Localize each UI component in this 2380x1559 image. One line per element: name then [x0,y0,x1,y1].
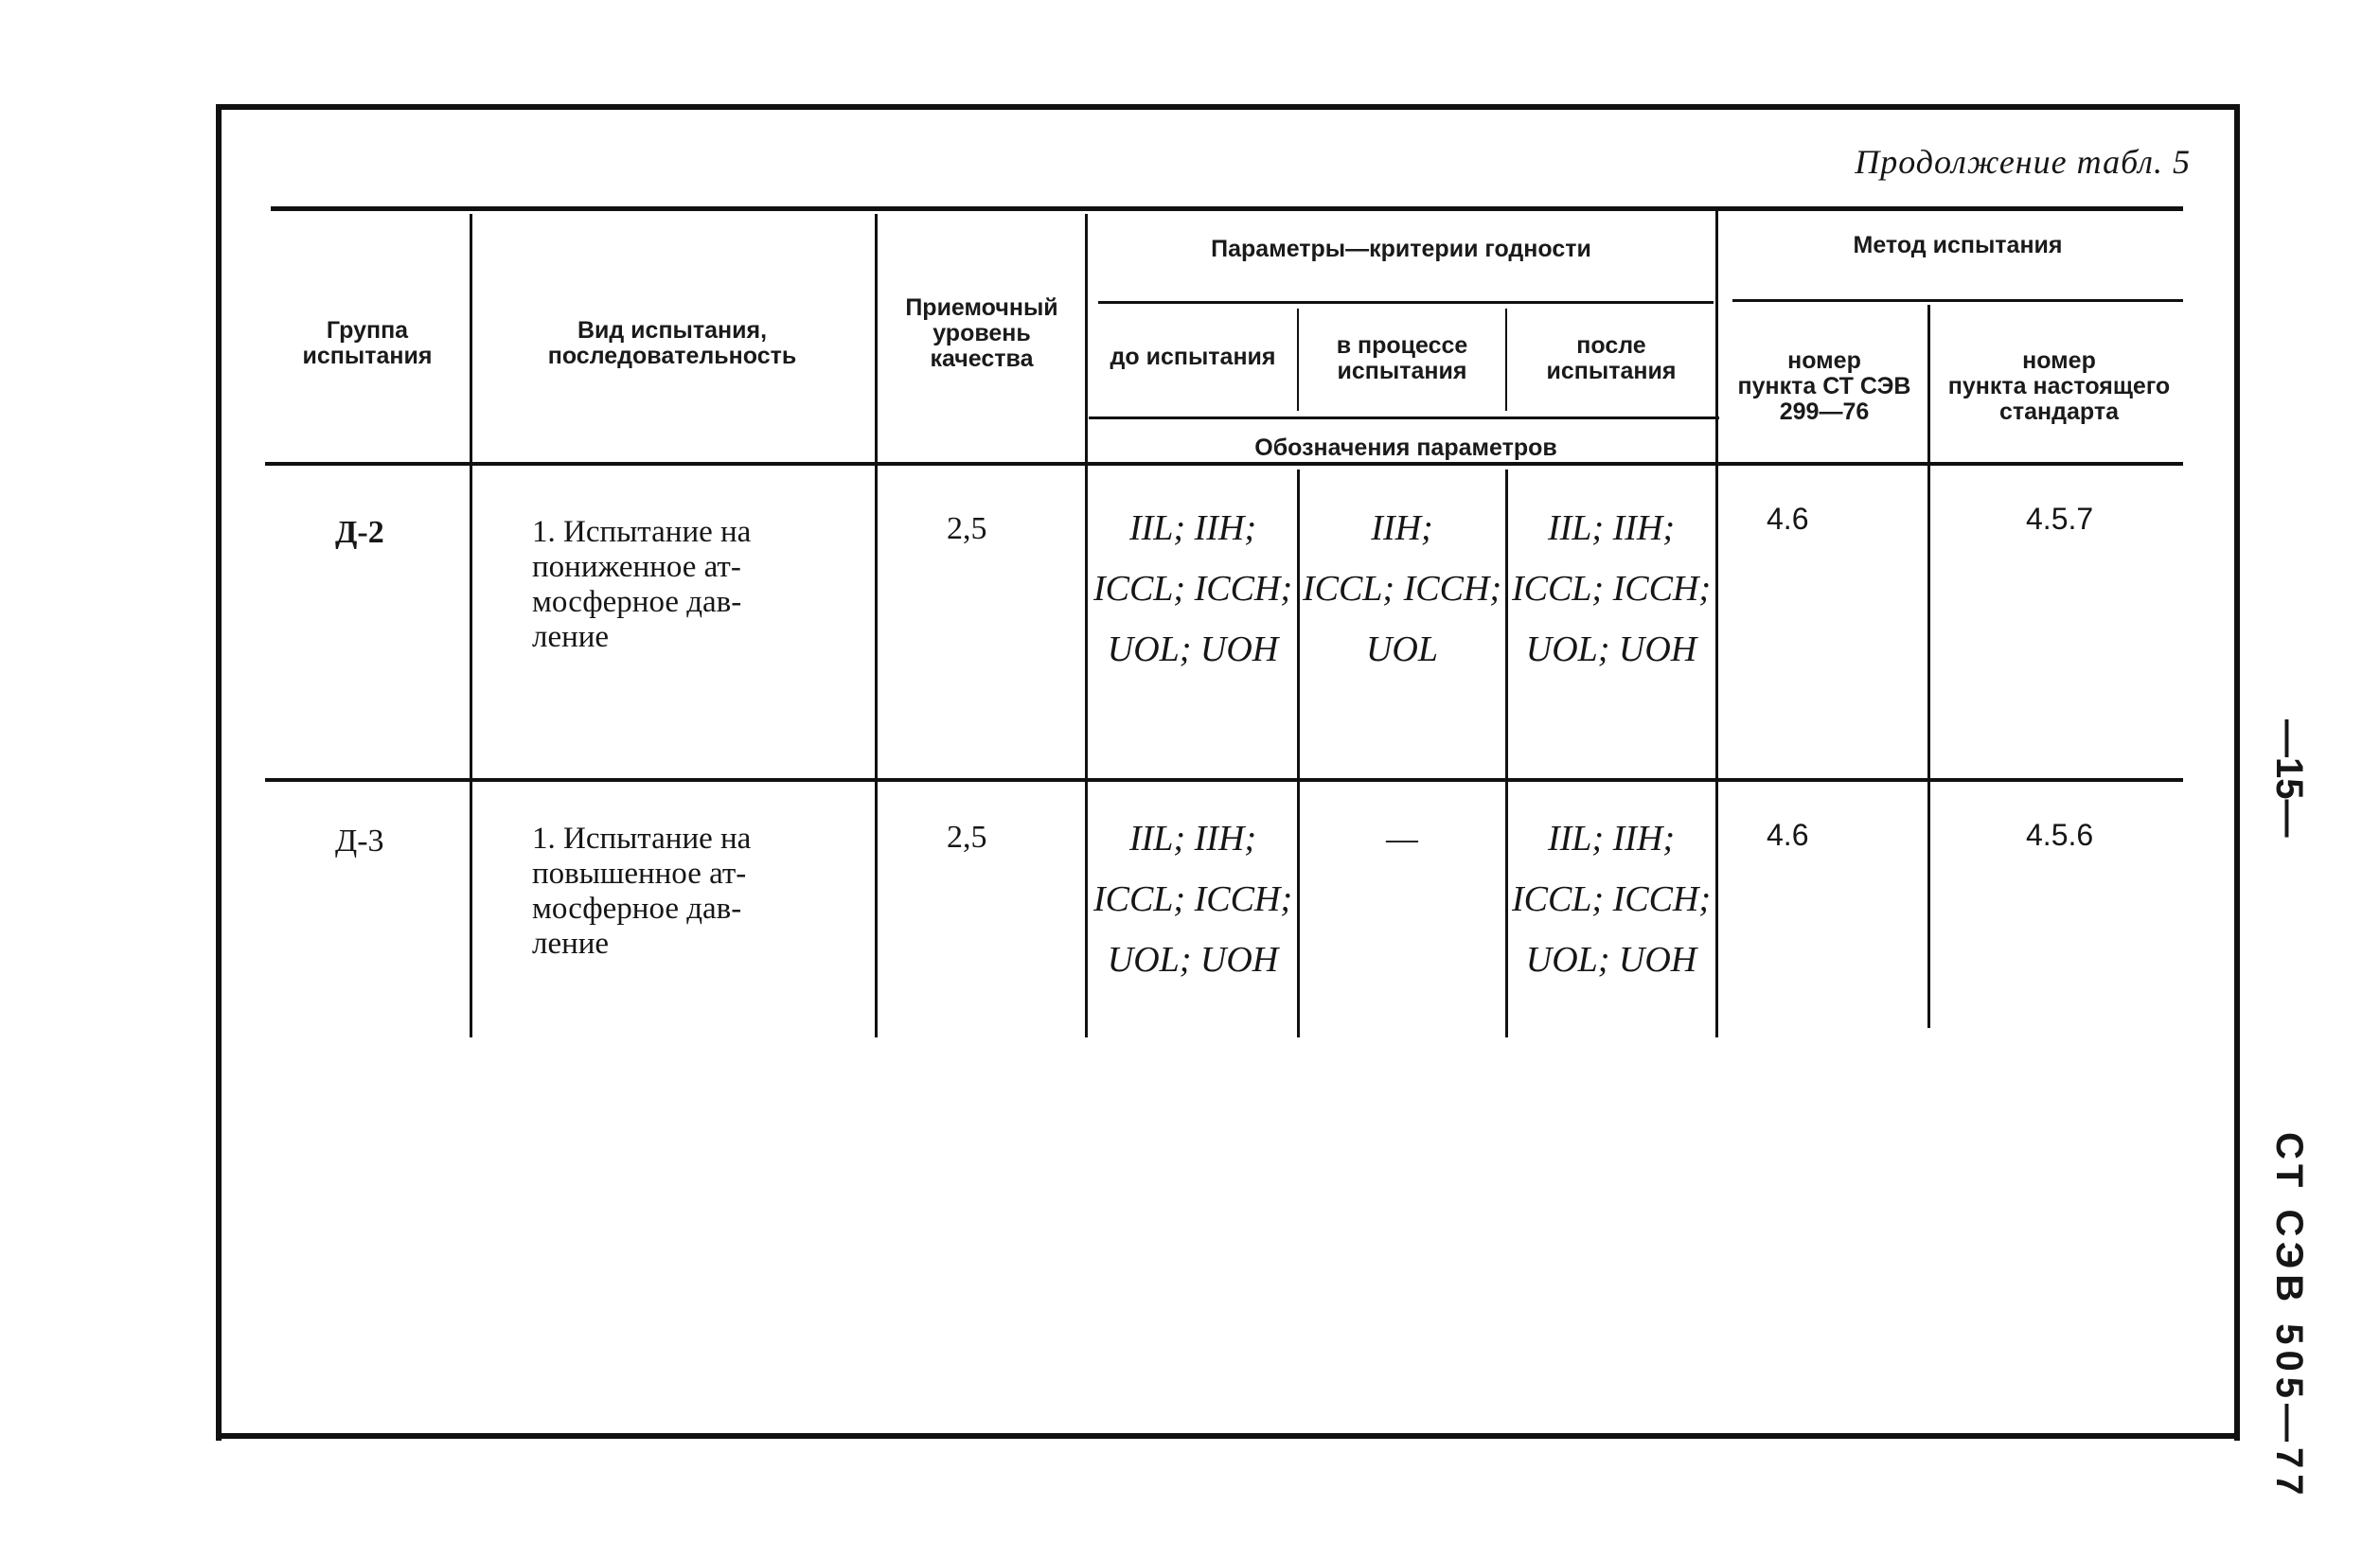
row1-params-after: IIL; IIH; ICCL; ICCH; UOL; UOH [1511,508,1712,669]
header-bottom-rule [265,462,2183,466]
frame-left-border [216,104,222,1441]
col-divider-during-body [1505,469,1508,1037]
row2-method-sev: 4.6 [1767,818,1809,852]
header-before-test: до испытания [1110,344,1276,370]
method-subheader-rule [1732,299,2183,302]
col-divider-test [875,214,878,1037]
header-group: Группа испытания [302,317,433,369]
header-test-type: Вид испытания, последовательность [547,317,797,369]
col-divider-method [1927,305,1930,1028]
row2-method-std: 4.5.6 [2026,818,2094,852]
header-criteria-title: Параметры—критерии годности [1211,236,1591,262]
header-top-rule [271,206,2183,211]
header-method-std: номер пункта настоящего стандарта [1947,347,2171,425]
row2-aql: 2,5 [947,820,987,855]
criteria-subheader-rule [1098,301,1714,304]
header-designations: Обозначения параметров [1254,434,1557,461]
col-divider-before-body [1297,469,1300,1037]
row2-params-before: IIL; IIH; ICCL; ICCH; UOL; UOH [1092,819,1293,980]
frame-bottom-border [216,1433,2240,1439]
header-during-test: в процессе испытания [1336,332,1468,384]
col-divider-after [1715,206,1718,1037]
row1-aql: 2,5 [947,511,987,546]
row1-method-sev: 4.6 [1767,502,1809,536]
row-separator-rule [265,778,2183,782]
page-number: —15— [2268,719,2310,838]
row2-test-description: 1. Испытание на повышенное ат- мосферное дав- ление [532,822,752,961]
standard-designation: СТ СЭВ 505—77 [2268,1132,2310,1501]
col-divider-group [470,214,472,1037]
row1-group: Д-2 [335,515,384,550]
frame-top-border [216,104,2240,110]
row1-params-before: IIL; IIH; ICCL; ICCH; UOL; UOH [1092,508,1293,669]
row2-params-after: IIL; IIH; ICCL; ICCH; UOL; UOH [1511,819,1712,980]
row1-test-description: 1. Испытание на пониженное ат- мосферное дав- ление [532,515,752,654]
col-divider-aql [1085,214,1088,1037]
col-divider-before [1297,309,1299,411]
row2-group: Д-3 [335,824,384,859]
table-caption: Продолжение табл. 5 [1855,143,2191,181]
header-method-sev: номер пункта СТ СЭВ 299—76 [1737,347,1911,425]
header-after-test: после испытания [1546,332,1677,384]
row1-params-during: IIH; ICCL; ICCH; UOL [1302,508,1502,669]
header-method-title: Метод испытания [1853,232,2063,258]
row1-method-std: 4.5.7 [2026,502,2094,536]
col-divider-during [1505,309,1507,411]
row2-params-during: — [1386,819,1418,859]
header-aql: Приемочный уровень качества [905,294,1058,372]
designations-rule [1089,416,1719,419]
frame-right-border [2234,104,2240,1441]
